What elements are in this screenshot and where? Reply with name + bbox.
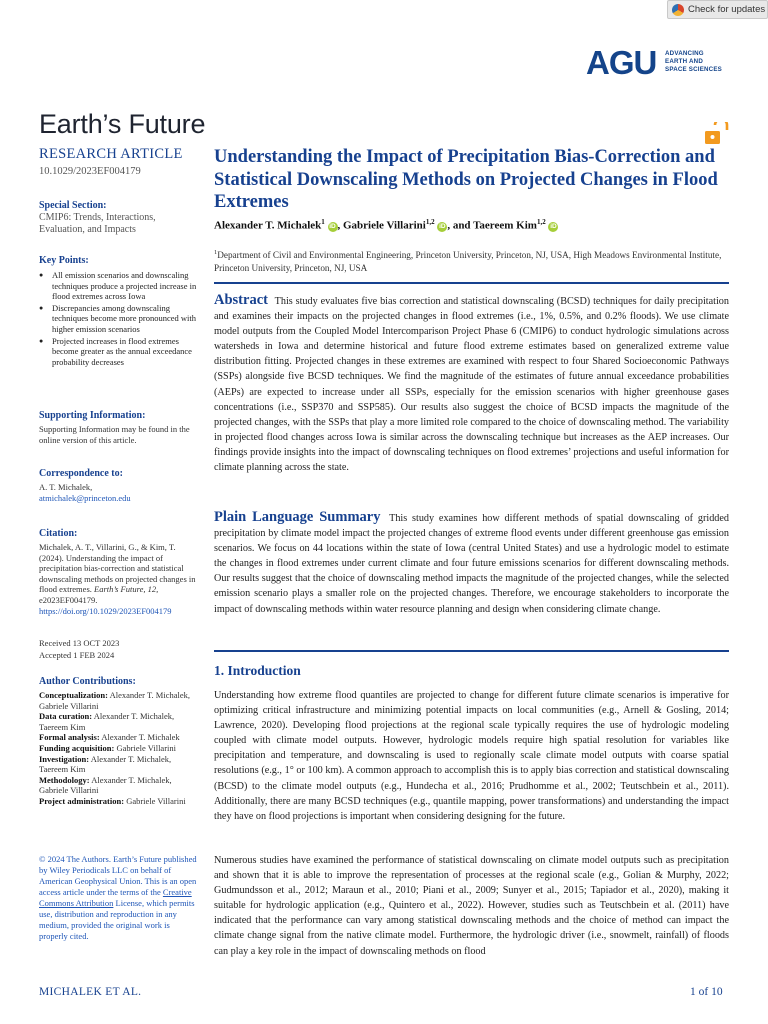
license-text-2: License, which permits use, distribution and reproduction in any medium, provided the original work is properly cited. bbox=[39, 898, 195, 941]
key-point: ● Projected increases in flood extremes become greater as the annual exceedance probability decreases bbox=[39, 336, 199, 368]
agu-tagline-line: EARTH AND bbox=[665, 58, 704, 65]
contribution-names: Alexander T. Michalek, Gabriele Villarini bbox=[39, 690, 191, 711]
introduction-paragraph: Numerous studies have examined the performance of statistical downscaling on climate model outputs such as precipitation and shown that it is able to improve the representation of processes at the regional scale (e.g., Golian & Murphy, 2022; Gudmundsson et al., 2012; Maraun et al., 2010; Piani et al., 2009; Sunyer et al., 2015; Tapiador et al., 2020), making it suitable for hydrologic application (e.g., Quintero et al., 2022). However, studies such as Teutschbein et al. (2011) have indicated that the performance can vary among statistical downscaling methods and the choice of method can impact the climate change signal from the native climate model. Furthermore, the hydrologic driver (i.e., snowmelt, rainfall) of floods can play a key role in the impact of downscaling methods on flood bbox=[214, 855, 729, 957]
contribution-names: Gabriele Villarini bbox=[116, 742, 177, 753]
key-points-list bbox=[39, 270, 199, 367]
agu-logo-icon bbox=[586, 47, 662, 77]
key-point: ● Discrepancies among downscaling techniques become more pronounced with higher emission scenarios bbox=[39, 303, 199, 335]
contribution-role: Formal analysis: bbox=[39, 732, 100, 743]
open-access-lock-icon bbox=[703, 122, 729, 146]
agu-tagline-line: ADVANCING bbox=[665, 50, 704, 57]
key-points-heading: Key Points: bbox=[39, 255, 89, 266]
author-contributions-heading: Author Contributions: bbox=[39, 676, 136, 687]
contribution-role: Investigation: bbox=[39, 753, 90, 764]
contribution-names: Alexander T. Michalek, Taereem Kim bbox=[39, 711, 175, 732]
check-for-updates-button[interactable] bbox=[667, 0, 768, 19]
contribution-item bbox=[39, 743, 199, 754]
contribution-role: Methodology: bbox=[39, 774, 90, 785]
introduction-heading: 1. Introduction bbox=[214, 663, 301, 678]
license-notice bbox=[39, 854, 199, 942]
contribution-item bbox=[39, 796, 199, 807]
plain-language-summary bbox=[214, 510, 729, 617]
contribution-item bbox=[39, 711, 199, 732]
introduction-paragraph: Understanding how extreme flood quantiles are projected to change for different future climate scenarios is imperative for optimizing critical infrastructure and minimizing potential impacts on local communities (e.g., Arnell & Gosling, 2014; Lawrence, 2020). Developing flood projections at the regional scale typically requires the use of hydrologic modeling coupled with climate model outputs. However, hydrologic models require high spatial resolution for variables like precipitation and temperature, and downscaling is used to regionally scale climate model outputs with coarse spatial resolutions (e.g., 1° or 100 km). A common approach to accomplish this is to apply bias correction and statistical downscaling (BCSD) to the climate model outputs (e.g., Hundecha et al., 2016; Prudhomme et al., 2002; Teutschbein et al., 2011). Additionally, there are many BCSD techniques (e.g., quantile mapping, power transformations) and understanding the impact they have on flood projections is important when considering designing for the future. bbox=[214, 690, 729, 822]
agu-logo bbox=[586, 44, 726, 80]
citation-id: e2023EF004179. bbox=[39, 594, 98, 605]
footer-page-number: 1 of 10 bbox=[690, 986, 723, 998]
received-date: Received 13 OCT 2023 bbox=[39, 638, 120, 648]
contribution-item bbox=[39, 775, 199, 796]
special-section-heading: Special Section: bbox=[39, 200, 107, 211]
orcid-icon[interactable]: iD bbox=[550, 222, 557, 230]
citation-volume: 12, bbox=[147, 584, 159, 595]
correspondence-name: A. T. Michalek, bbox=[39, 482, 93, 492]
supporting-info-heading: Supporting Information: bbox=[39, 410, 146, 421]
check-for-updates-label: Check for updates bbox=[688, 4, 766, 15]
license-text-1: © 2024 The Authors. Earth’s Future published by Wiley Periodicals LLC on behalf of American Geophysical Union. This is an open access article under the terms of the bbox=[39, 854, 197, 897]
contribution-role: Data curation: bbox=[39, 711, 93, 722]
pls-text: This study examines how different methods of spatial downscaling of gridded precipitation by climate model impact the projected changes of extreme flood events under different greenhouse gas emission scenarios. We focus on 44 locations within the state of Iowa (central United States) and use a hydrologic model to estimate the changes in flood extremes under current climate and four future emissions scenarios for different downscaling methods. Our results suggest that the choice of downscaling method impacts the magnitude of the projected changes, while the selected emission scenario plays a smaller role on the projected changes. Therefore, we encourage stakeholders to incorporate the impact of downscaling methods within water resource planning and design when considering climate change. bbox=[214, 513, 730, 615]
author-affiliation-number: 1 bbox=[321, 218, 325, 226]
author-name: Alexander T. Michalek bbox=[214, 219, 322, 232]
contribution-role: Conceptualization: bbox=[39, 690, 108, 700]
contribution-item bbox=[39, 690, 199, 711]
special-section-text: CMIP6: Trends, Interactions, Evaluation, and Impacts bbox=[39, 212, 156, 235]
author-name: Gabriele Villarini bbox=[343, 219, 426, 232]
citation-doi-link[interactable]: https://doi.org/10.1029/2023EF004179 bbox=[39, 605, 172, 616]
affiliations-text: Department of Civil and Environmental Engineering, Princeton University, Princeton, NJ, USA, High Meadows Environmental Institute, Princeton University, Princeton, NJ, USA bbox=[214, 250, 722, 274]
citation-journal: Earth’s Future, bbox=[94, 584, 146, 595]
article-type: RESEARCH ARTICLE bbox=[39, 146, 183, 162]
key-point: ● All emission scenarios and downscaling techniques produce a projected increase in flood extremes across Iowa bbox=[39, 270, 199, 302]
affiliations: $^1$Department of Civil and Environmental Engineering, Princeton University, Princeton, NJ, USA, High Meadows Environmental Institute, Princeton University, Princeton, NJ, USA bbox=[214, 249, 722, 274]
citation-text bbox=[39, 542, 199, 616]
accepted-date: Accepted 1 FEB 2024 bbox=[39, 650, 115, 660]
article-doi: 10.1029/2023EF004179 bbox=[39, 166, 141, 177]
contribution-item bbox=[39, 754, 199, 775]
author-list: Alexander T. Michalek$^1$ iD , Gabriele Villarini$^{1,2}$ iD , and Taereem Kim$^{1,2}$ iD bbox=[214, 218, 557, 232]
author-name: and Taereem Kim bbox=[452, 219, 537, 232]
contribution-names: Alexander T. Michalek bbox=[101, 732, 180, 743]
abstract-text: This study evaluates five bias correction and statistical downscaling (BCSD) techniques for daily precipitation and examines their impacts on the projected changes in flood extremes (i.e., 1%, 0.5%, and 0.2% floods). We use climate model outputs from the Coupled Model Intercomparison Project Phase 6 (CMIP6) to conduct hydrologic simulations across watersheds in Iowa and determine historical and future flood extreme estimates based on generalized extreme value distribution fitting. Projected changes in these extremes are examined with respect to four Shared Socioeconomic Pathways (SSPs) alongside five BCSD techniques. We find the magnitude of the estimates of future annual exceedance probabilities (AEPs) are expected to increase under all SSPs, especially for the emission scenarios with higher greenhouse gases concentrations (i.e., SSP370 and SSP585). Our results also suggest the choice of BCSD impacts the magnitude of the projected changes, with the SSPs that play a more limited role compared to the choice of downscaling method. The variability in projected flood changes across Iowa is similar across the downscaling technique but increases as the AEP increases. Our findings provide insights into the impact of downscaling techniques on flood extremes’ projections and useful information for climate planning across the state. bbox=[214, 296, 729, 474]
supporting-info-text: Supporting Information may be found in the online version of this article. bbox=[39, 424, 190, 445]
abstract-divider bbox=[214, 282, 729, 284]
contribution-names: Gabriele Villarini bbox=[126, 795, 186, 806]
contribution-item bbox=[39, 732, 199, 743]
introduction-divider bbox=[214, 650, 729, 652]
correspondence-email-link[interactable]: atmichalek@princeton.edu bbox=[39, 492, 131, 503]
journal-name: Earth’s Future bbox=[39, 109, 206, 139]
abstract bbox=[214, 293, 729, 475]
article-title: Understanding the Impact of Precipitation Bias-Correction and Statistical Downscaling Methods on Projected Changes in Flood Extremes bbox=[214, 147, 718, 212]
author-affiliation-number: 1,2 bbox=[425, 218, 435, 226]
agu-tagline-line: SPACE SCIENCES bbox=[665, 66, 723, 73]
contribution-role: Project administration: bbox=[39, 795, 125, 806]
crossmark-icon bbox=[672, 4, 684, 16]
author-affiliation-number: 1,2 bbox=[536, 218, 546, 226]
contribution-role: Funding acquisition: bbox=[39, 742, 115, 753]
orcid-icon[interactable]: iD bbox=[329, 222, 336, 230]
contribution-names: Alexander T. Michalek, Gabriele Villarini bbox=[39, 774, 172, 796]
creative-commons-link[interactable]: Creative Commons Attribution bbox=[39, 887, 192, 908]
citation-heading: Citation: bbox=[39, 528, 78, 539]
agu-tagline bbox=[665, 50, 722, 74]
orcid-icon[interactable]: iD bbox=[439, 222, 446, 230]
citation-body: Michalek, A. T., Villarini, G., & Kim, T. (2024). Understanding the impact of precipitation bias-correction and statistical downscaling methods on projected changes in flood extremes. bbox=[39, 542, 196, 595]
correspondence-heading: Correspondence to: bbox=[39, 468, 123, 479]
abstract-label: Abstract bbox=[214, 292, 268, 308]
contribution-names: Alexander T. Michalek, Taereem Kim bbox=[39, 753, 172, 775]
pls-label: Plain Language Summary bbox=[214, 509, 381, 525]
footer-authors: MICHALEK ET AL. bbox=[39, 986, 142, 998]
svg-text:AGU: AGU bbox=[586, 47, 657, 77]
